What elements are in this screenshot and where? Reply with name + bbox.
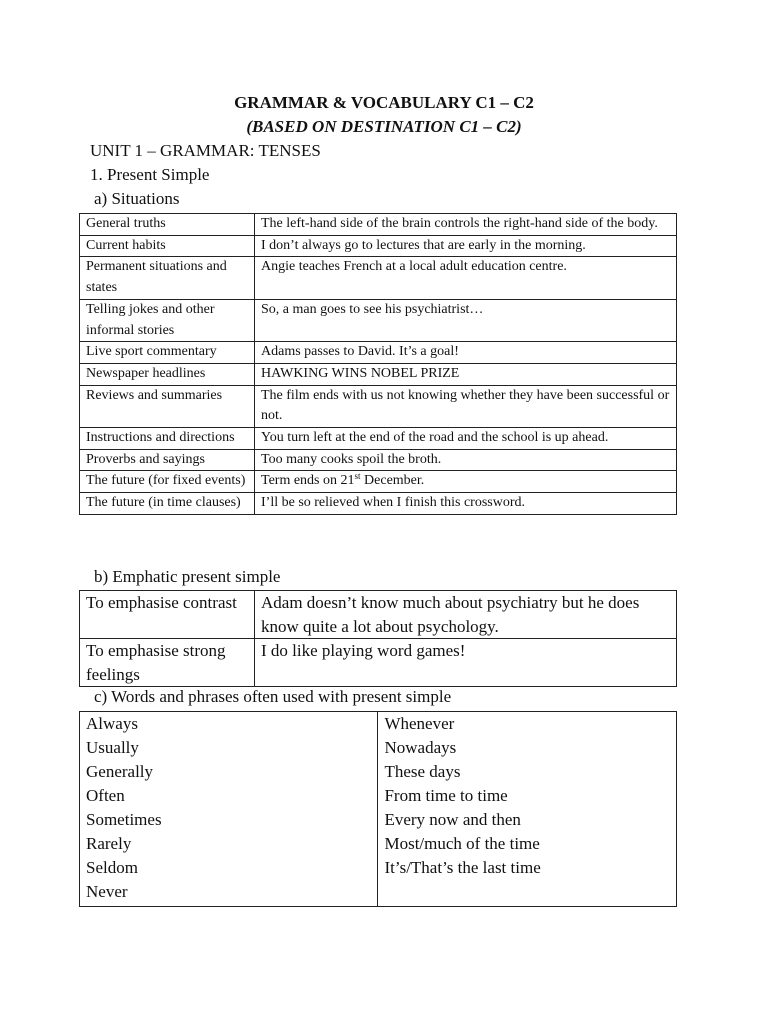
- document-title: GRAMMAR & VOCABULARY C1 – C2: [234, 93, 534, 112]
- list-item: Never: [86, 882, 128, 901]
- situations-table: [79, 213, 677, 515]
- example-cell: [255, 471, 677, 493]
- use-cell: Reviews and summaries: [80, 385, 255, 427]
- table-row: [80, 235, 677, 257]
- use-cell: Live sport commentary: [80, 342, 255, 364]
- table-row: [80, 471, 677, 493]
- use-cell: Instructions and directions: [80, 428, 255, 450]
- table-row: [80, 257, 677, 299]
- list-item: Every now and then: [384, 810, 521, 829]
- list-item: It’s/That’s the last time: [384, 858, 541, 877]
- document-subtitle: (BASED ON DESTINATION C1 – C2): [246, 117, 522, 136]
- use-cell: General truths: [80, 214, 255, 236]
- example-text: Term ends on 21: [261, 473, 355, 489]
- use-cell: To emphasise strong feelings: [80, 639, 255, 687]
- example-cell: I’ll be so relieved when I finish this crossword.: [255, 493, 677, 515]
- example-cell: I do like playing word games!: [255, 639, 677, 687]
- table-row: [80, 428, 677, 450]
- use-cell: The future (for fixed events): [80, 471, 255, 493]
- table-row: [80, 342, 677, 364]
- list-item: From time to time: [384, 786, 508, 805]
- ordinal-suffix: st: [354, 471, 361, 482]
- use-cell: The future (in time clauses): [80, 493, 255, 515]
- use-cell: To emphasise contrast: [80, 591, 255, 639]
- example-cell: The left-hand side of the brain controls the right-hand side of the body.: [255, 214, 677, 236]
- example-cell: Angie teaches French at a local adult education centre.: [255, 257, 677, 299]
- list-item: Sometimes: [86, 810, 162, 829]
- list-item: Generally: [86, 762, 154, 781]
- example-text: December.: [360, 473, 425, 489]
- example-cell: Adams passes to David. It’s a goal!: [255, 342, 677, 364]
- use-cell: Telling jokes and other informal stories: [80, 299, 255, 341]
- use-cell: Proverbs and sayings: [80, 449, 255, 471]
- list-item: Nowadays: [384, 738, 457, 757]
- table-row: [80, 591, 677, 639]
- phrases-heading: c) Words and phrases often used with present simple: [94, 687, 452, 706]
- list-item: Always: [86, 714, 138, 733]
- example-cell: Adam doesn’t know much about psychiatry but he does know quite a lot about psychology.: [255, 591, 677, 639]
- example-cell: HAWKING WINS NOBEL PRIZE: [255, 363, 677, 385]
- section-heading: 1. Present Simple: [90, 165, 210, 184]
- table-row: [80, 299, 677, 341]
- table-row: [80, 363, 677, 385]
- example-cell: I don’t always go to lectures that are early in the morning.: [255, 235, 677, 257]
- phrases-table: [79, 711, 677, 907]
- table-row: [80, 639, 677, 687]
- example-cell: The film ends with us not knowing whether they have been successful or not.: [255, 385, 677, 427]
- example-cell: Too many cooks spoil the broth.: [255, 449, 677, 471]
- unit-heading: UNIT 1 – GRAMMAR: TENSES: [90, 141, 321, 160]
- emphatic-heading: b) Emphatic present simple: [94, 567, 281, 586]
- list-item: Most/much of the time: [384, 834, 540, 853]
- list-item: Usually: [86, 738, 139, 757]
- list-item: Whenever: [384, 714, 455, 733]
- list-item: Often: [86, 786, 125, 805]
- list-item: Rarely: [86, 834, 132, 853]
- use-cell: Newspaper headlines: [80, 363, 255, 385]
- example-cell: You turn left at the end of the road and the school is up ahead.: [255, 428, 677, 450]
- use-cell: Current habits: [80, 235, 255, 257]
- phrases-right-column: [378, 712, 677, 907]
- situations-heading: a) Situations: [94, 189, 180, 208]
- use-cell: Permanent situations and states: [80, 257, 255, 299]
- emphatic-table: [79, 590, 677, 687]
- list-item: Seldom: [86, 858, 138, 877]
- phrases-left-column: [80, 712, 378, 907]
- table-row: [80, 493, 677, 515]
- list-item: These days: [384, 762, 461, 781]
- table-row: [80, 712, 677, 907]
- example-cell: So, a man goes to see his psychiatrist…: [255, 299, 677, 341]
- table-row: [80, 385, 677, 427]
- table-row: [80, 449, 677, 471]
- table-row: [80, 214, 677, 236]
